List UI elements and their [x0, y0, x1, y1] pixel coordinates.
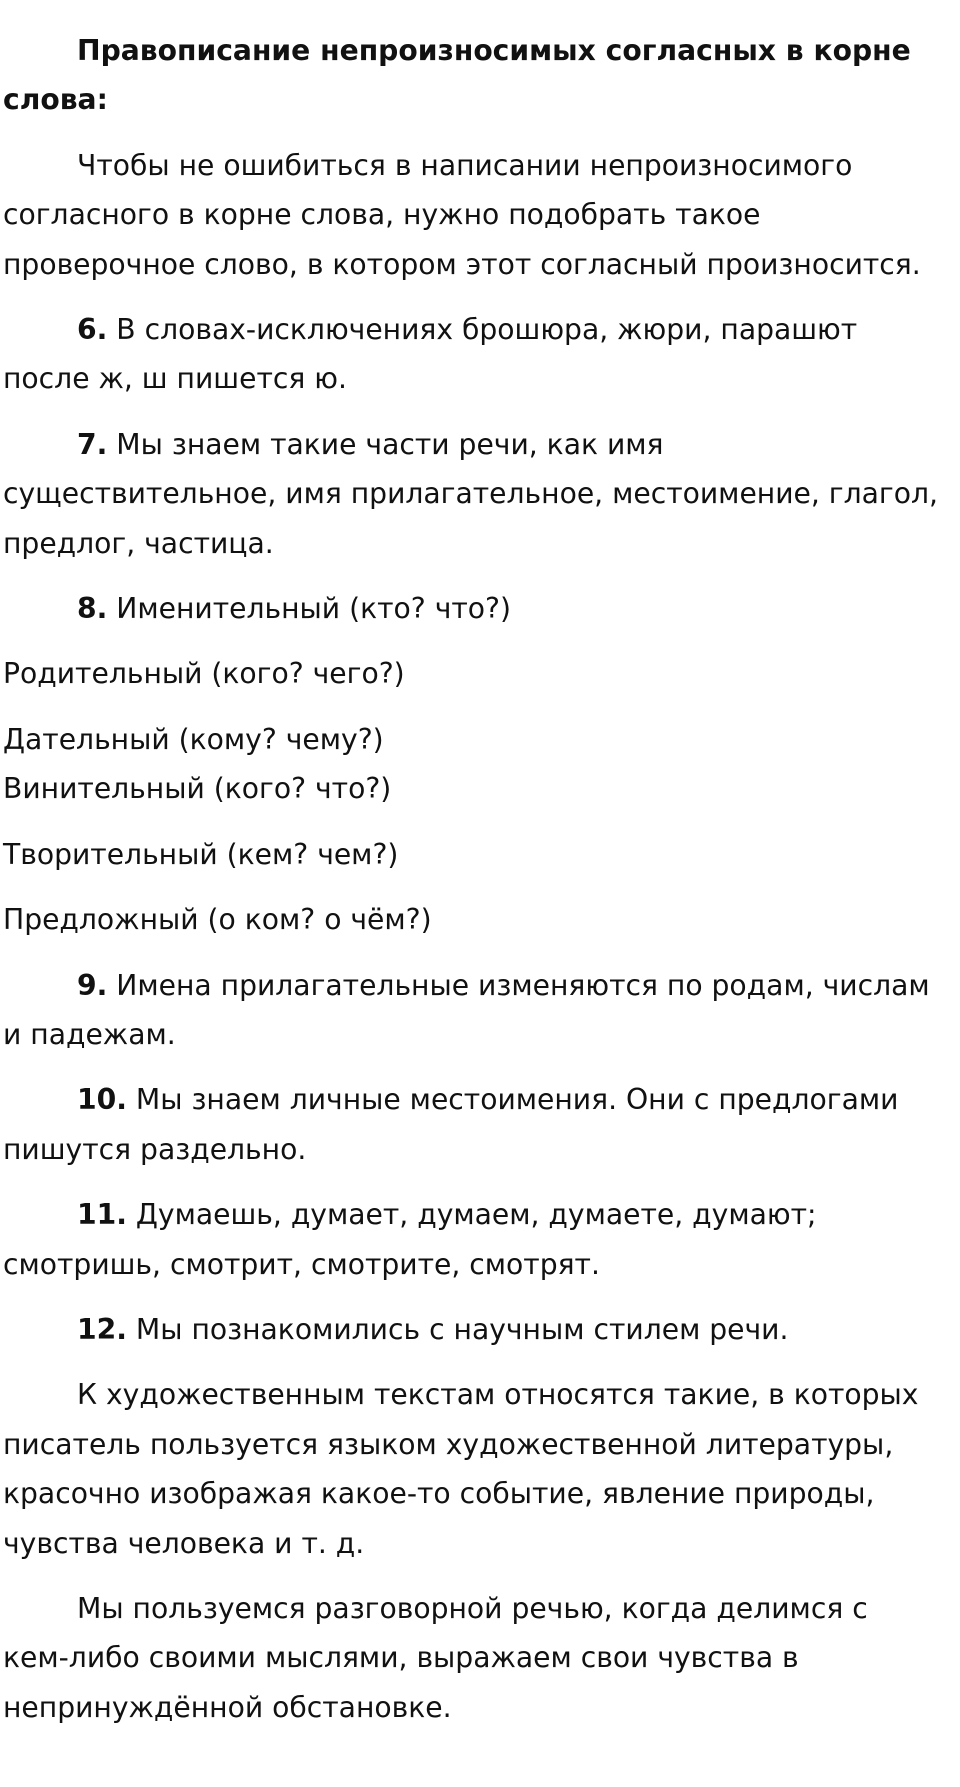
case-instrumental: Творительный (кем? чем?): [3, 837, 399, 871]
conversational-style-paragraph: Мы пользуемся разговорной речью, когда делимся с кем-либо своими мыслями, выражаем свои чувства в непринуждённой обстановке.: [3, 1591, 868, 1724]
item-11: [3, 1190, 940, 1289]
item-text: Думаешь, думает, думаем, думаете, думают; смотришь, смотрит, смотрите, смотрят.: [3, 1198, 817, 1281]
item-number: 11.: [77, 1198, 127, 1232]
item-number: 9.: [77, 968, 108, 1002]
item-number: 6.: [77, 313, 108, 347]
item-number: 12.: [77, 1312, 127, 1346]
item-text: В словах-исключениях брошюра, жюри, парашют после ж, ш пишется ю.: [3, 313, 858, 396]
item-text: Имена прилагательные изменяются по родам, числам и падежам.: [3, 968, 930, 1051]
item-text: Именительный (кто? что?): [116, 592, 511, 626]
document-title: Правописание непроизносимых согласных в корне слова:: [3, 34, 911, 117]
art-style-paragraph: К художественным текстам относятся такие, в которых писатель пользуется языком художественной литературы, красочно изображая какое-то событие, явление природы, чувства человека и т. д.: [3, 1378, 919, 1560]
case-prepositional: Предложный (о ком? о чём?): [3, 903, 432, 937]
item-6: [3, 305, 940, 404]
item-number: 8.: [77, 592, 108, 626]
item-12: [3, 1305, 940, 1354]
item-7: [3, 420, 940, 568]
case-accusative: Винительный (кого? что?): [3, 772, 392, 806]
case-dative: Дательный (кому? чему?): [3, 722, 384, 756]
item-number: 10.: [77, 1083, 127, 1117]
item-9: [3, 961, 940, 1060]
item-10: [3, 1075, 940, 1174]
item-number: 7.: [77, 427, 108, 461]
case-genitive: Родительный (кого? чего?): [3, 657, 405, 691]
item-text: Мы знаем личные местоимения. Они с предлогами пишутся раздельно.: [3, 1083, 899, 1166]
intro-paragraph: Чтобы не ошибиться в написании непроизносимого согласного в корне слова, нужно подобрать такое проверочное слово, в котором этот согласный произносится.: [3, 148, 921, 281]
item-text: Мы знаем такие части речи, как имя существительное, имя прилагательное, местоимение, глагол, предлог, частица.: [3, 427, 938, 560]
item-text: Мы познакомились с научным стилем речи.: [135, 1312, 789, 1346]
item-8: [3, 584, 940, 633]
